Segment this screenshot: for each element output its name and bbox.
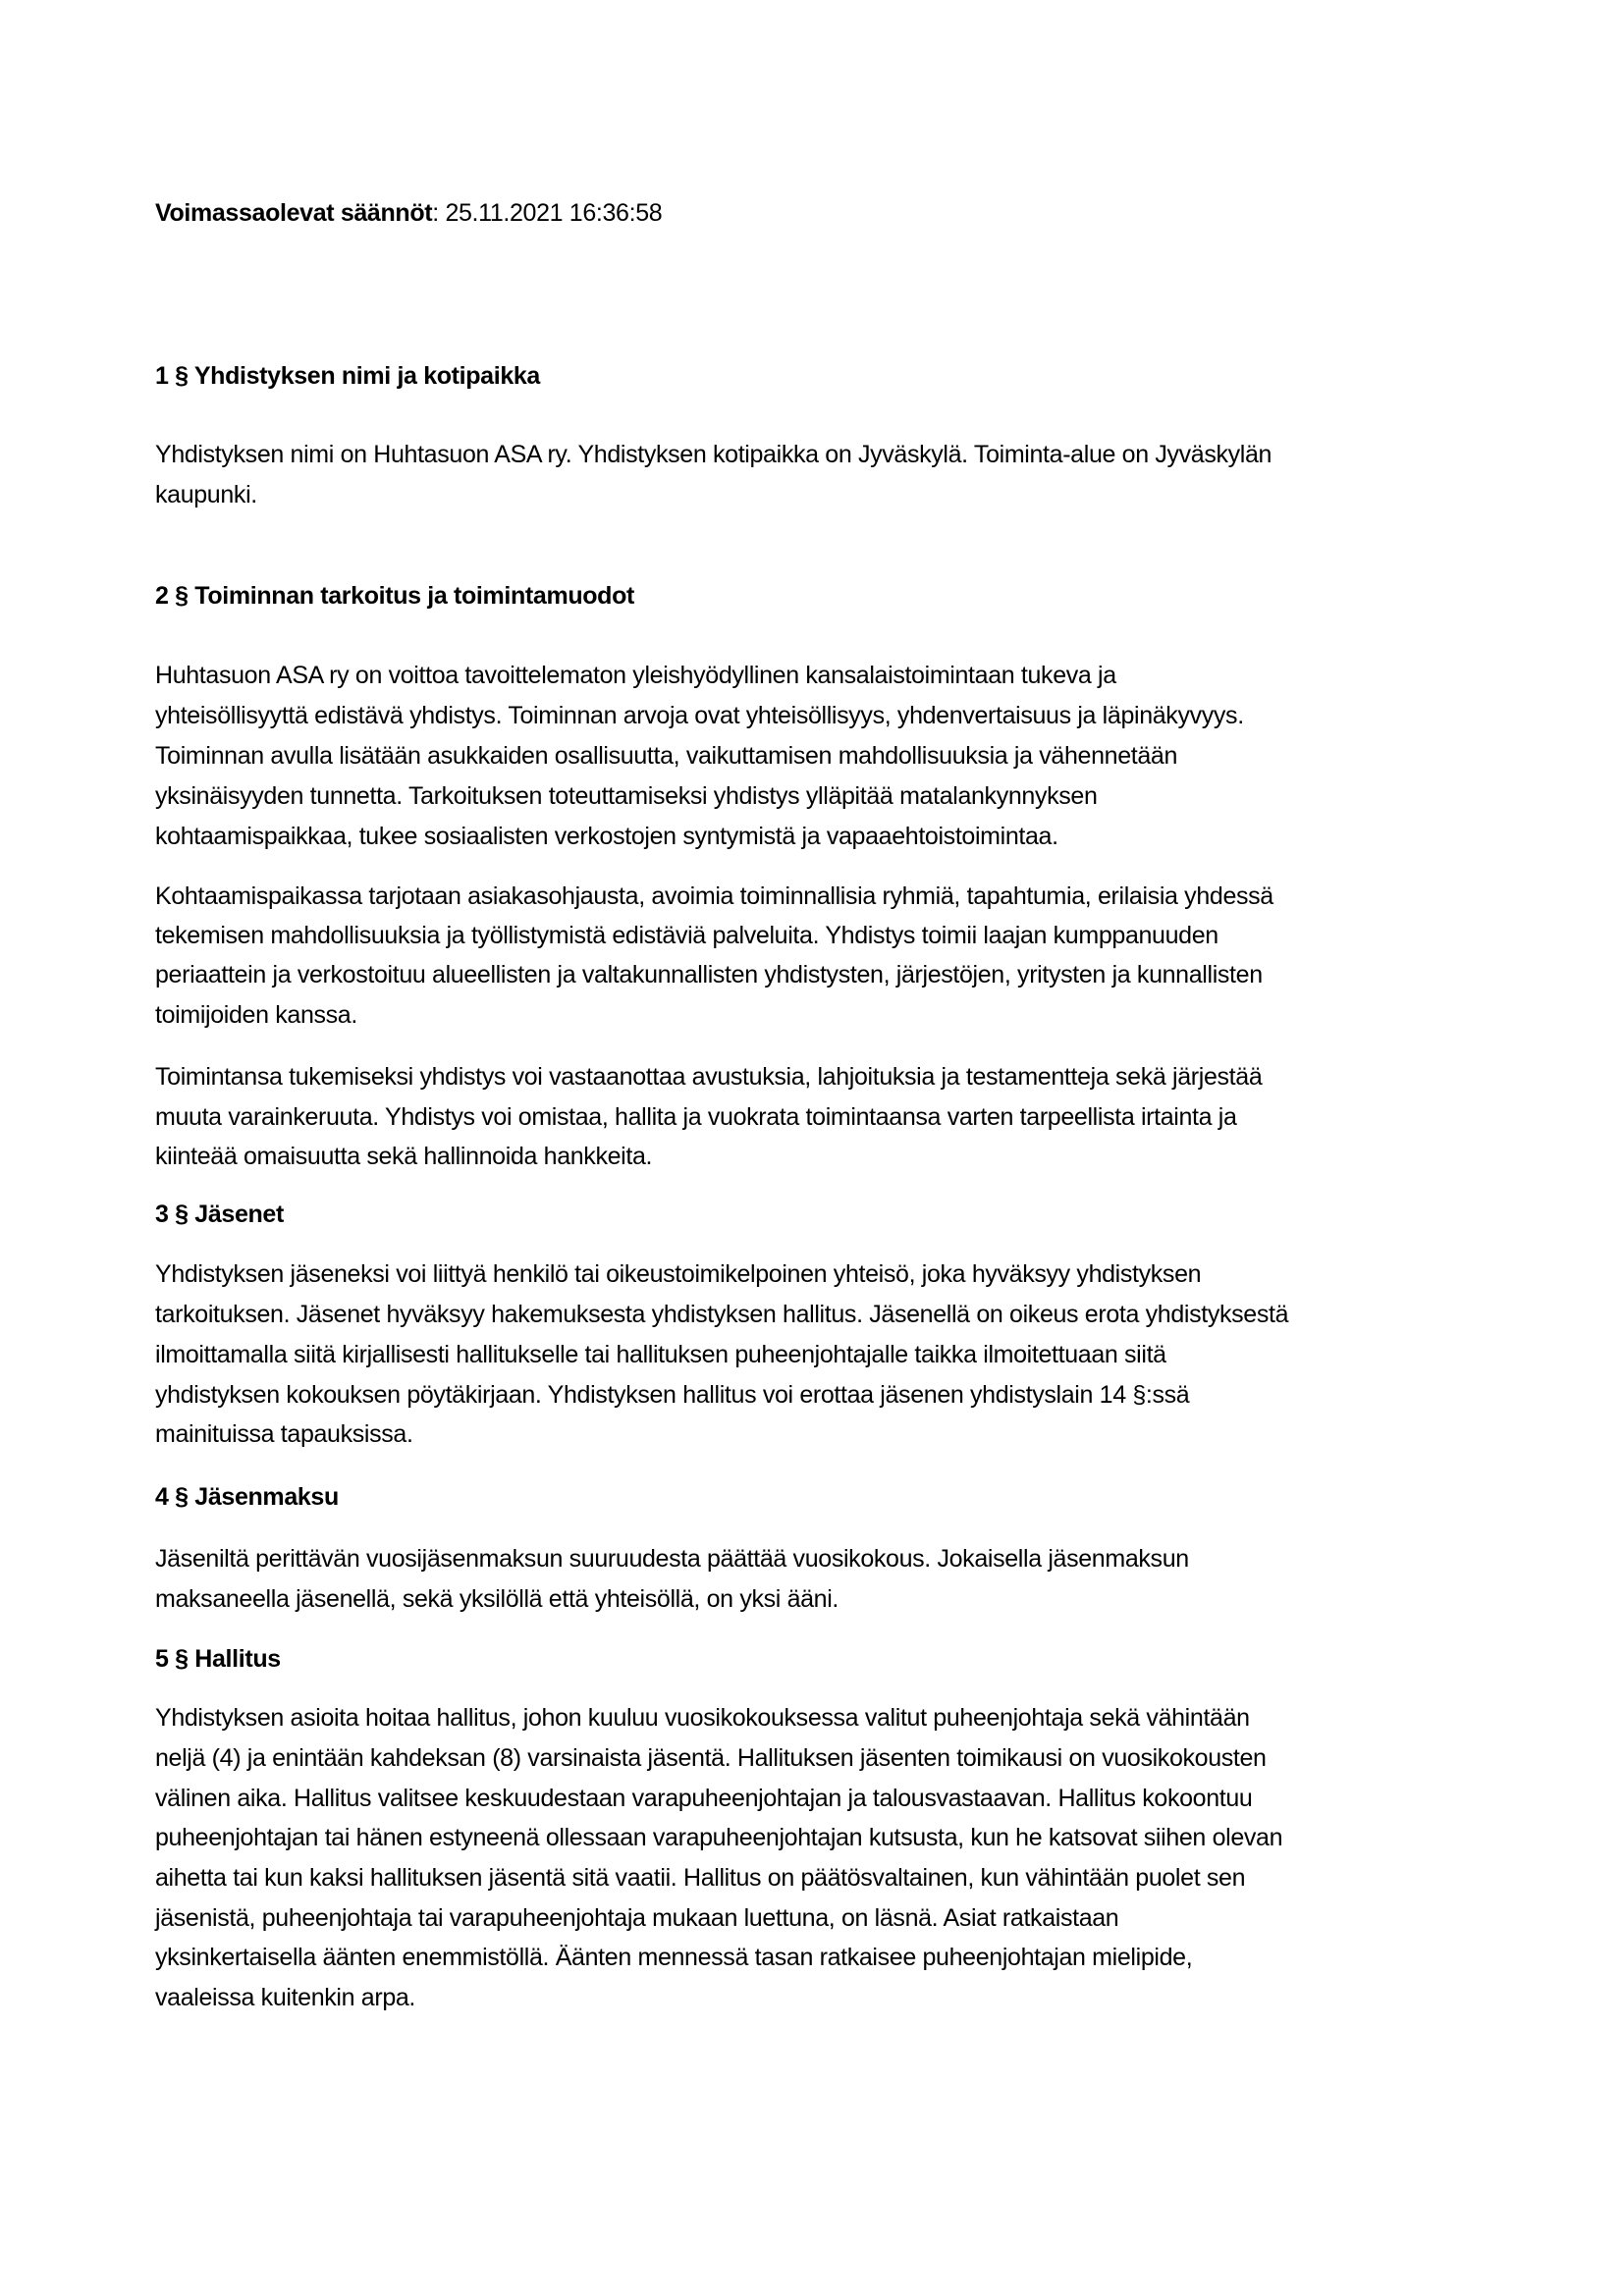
section-4-text-line: Jäseniltä perittävän vuosijäsenmaksun suuruudesta päättää vuosikokous. Jokaisella jäsenmaksun bbox=[155, 1545, 1189, 1573]
section-2-text-line: tekemisen mahdollisuuksia ja työllistymistä edistäviä palveluita. Yhdistys toimii laajan kumppanuuden bbox=[155, 922, 1218, 949]
section-2-text-line: muuta varainkeruuta. Yhdistys voi omistaa, hallita ja vuokrata toimintaansa varten tarpeellista irtainta ja bbox=[155, 1103, 1237, 1131]
section-5-text-line: vaaleissa kuitenkin arpa. bbox=[155, 1984, 416, 2011]
section-4-text-line: maksaneella jäsenellä, sekä yksilöllä että yhteisöllä, on yksi ääni. bbox=[155, 1585, 839, 1613]
section-1-text-line: Yhdistyksen nimi on Huhtasuon ASA ry. Yhdistyksen kotipaikka on Jyväskylä. Toiminta-alue on Jyväskylän bbox=[155, 441, 1272, 468]
section-2-heading: 2 § Toiminnan tarkoitus ja toimintamuodot bbox=[155, 582, 634, 610]
section-5-text-line: yksinkertaisella äänten enemmistöllä. Äänten mennessä tasan ratkaisee puheenjohtajan mielipide, bbox=[155, 1944, 1193, 1971]
section-1-text-line: kaupunki. bbox=[155, 481, 257, 508]
section-5-text-line: välinen aika. Hallitus valitsee keskuudestaan varapuheenjohtajan ja talousvastaavan. Hallitus kokoontuu bbox=[155, 1785, 1253, 1812]
section-5-text-line: puheenjohtajan tai hänen estyneenä ollessaan varapuheenjohtajan kutsusta, kun he katsovat siihen olevan bbox=[155, 1824, 1283, 1851]
rules-timestamp: 25.11.2021 16:36:58 bbox=[445, 199, 663, 227]
section-5-text-line: Yhdistyksen asioita hoitaa hallitus, johon kuuluu vuosikokouksessa valitut puheenjohtaja sekä vähintään bbox=[155, 1704, 1250, 1732]
section-3-text-line: tarkoituksen. Jäsenet hyväksyy hakemuksesta yhdistyksen hallitus. Jäsenellä on oikeus erota yhdistyksestä bbox=[155, 1301, 1289, 1328]
section-2-text-line: Kohtaamispaikassa tarjotaan asiakasohjausta, avoimia toiminnallisia ryhmiä, tapahtumia, erilaisia yhdessä bbox=[155, 882, 1273, 910]
section-4-heading: 4 § Jäsenmaksu bbox=[155, 1483, 339, 1511]
rules-validity-label: Voimassaolevat säännöt bbox=[155, 199, 433, 227]
section-5-text-line: jäsenistä, puheenjohtaja tai varapuheenjohtaja mukaan luettuna, on läsnä. Asiat ratkaistaan bbox=[155, 1904, 1119, 1932]
label-separator: : bbox=[432, 199, 446, 227]
section-2-text-line: kohtaamispaikkaa, tukee sosiaalisten verkostojen syntymistä ja vapaaehtoistoimintaa. bbox=[155, 823, 1058, 850]
section-2-text-line: toimijoiden kanssa. bbox=[155, 1001, 357, 1029]
section-3-text-line: ilmoittamalla siitä kirjallisesti hallitukselle tai hallituksen puheenjohtajalle taikka ilmoitettuaan siitä bbox=[155, 1341, 1166, 1368]
section-2-text-line: periaattein ja verkostoituu alueellisten ja valtakunnallisten yhdistysten, järjestöjen, yritysten ja kunnallisten bbox=[155, 961, 1263, 988]
section-2-text-line: yhteisöllisyyttä edistävä yhdistys. Toiminnan arvoja ovat yhteisöllisyys, yhdenvertaisuus ja läpinäkyvyys. bbox=[155, 702, 1244, 729]
section-5-text-line: aihetta tai kun kaksi hallituksen jäsentä sitä vaatii. Hallitus on päätösvaltainen, kun vähintään puolet sen bbox=[155, 1864, 1246, 1892]
section-5-text-line: neljä (4) ja enintään kahdeksan (8) varsinaista jäsentä. Hallituksen jäsenten toimikausi on vuosikokousten bbox=[155, 1744, 1267, 1772]
section-2-text-line: yksinäisyyden tunnetta. Tarkoituksen toteuttamiseksi yhdistys ylläpitää matalankynnyksen bbox=[155, 782, 1098, 810]
section-5-heading: 5 § Hallitus bbox=[155, 1645, 281, 1673]
section-2-text-line: Toiminnan avulla lisätään asukkaiden osallisuutta, vaikuttamisen mahdollisuuksia ja vähennetään bbox=[155, 742, 1178, 770]
section-3-text-line: yhdistyksen kokouksen pöytäkirjaan. Yhdistyksen hallitus voi erottaa jäsenen yhdistyslain 14 §:ssä bbox=[155, 1381, 1190, 1409]
section-3-heading: 3 § Jäsenet bbox=[155, 1201, 284, 1228]
section-1-heading: 1 § Yhdistyksen nimi ja kotipaikka bbox=[155, 362, 540, 390]
section-3-text-line: Yhdistyksen jäseneksi voi liittyä henkilö tai oikeustoimikelpoinen yhteisö, joka hyväksyy yhdistyksen bbox=[155, 1260, 1202, 1288]
section-2-text-line: kiinteää omaisuutta sekä hallinnoida hankkeita. bbox=[155, 1143, 653, 1170]
section-2-text-line: Huhtasuon ASA ry on voittoa tavoittelematon yleishyödyllinen kansalaistoimintaan tukeva ja bbox=[155, 662, 1116, 689]
section-2-text-line: Toimintansa tukemiseksi yhdistys voi vastaanottaa avustuksia, lahjoituksia ja testamentteja sekä järjestää bbox=[155, 1063, 1263, 1091]
section-3-text-line: mainituissa tapauksissa. bbox=[155, 1420, 413, 1448]
rules-validity-line bbox=[155, 198, 662, 228]
